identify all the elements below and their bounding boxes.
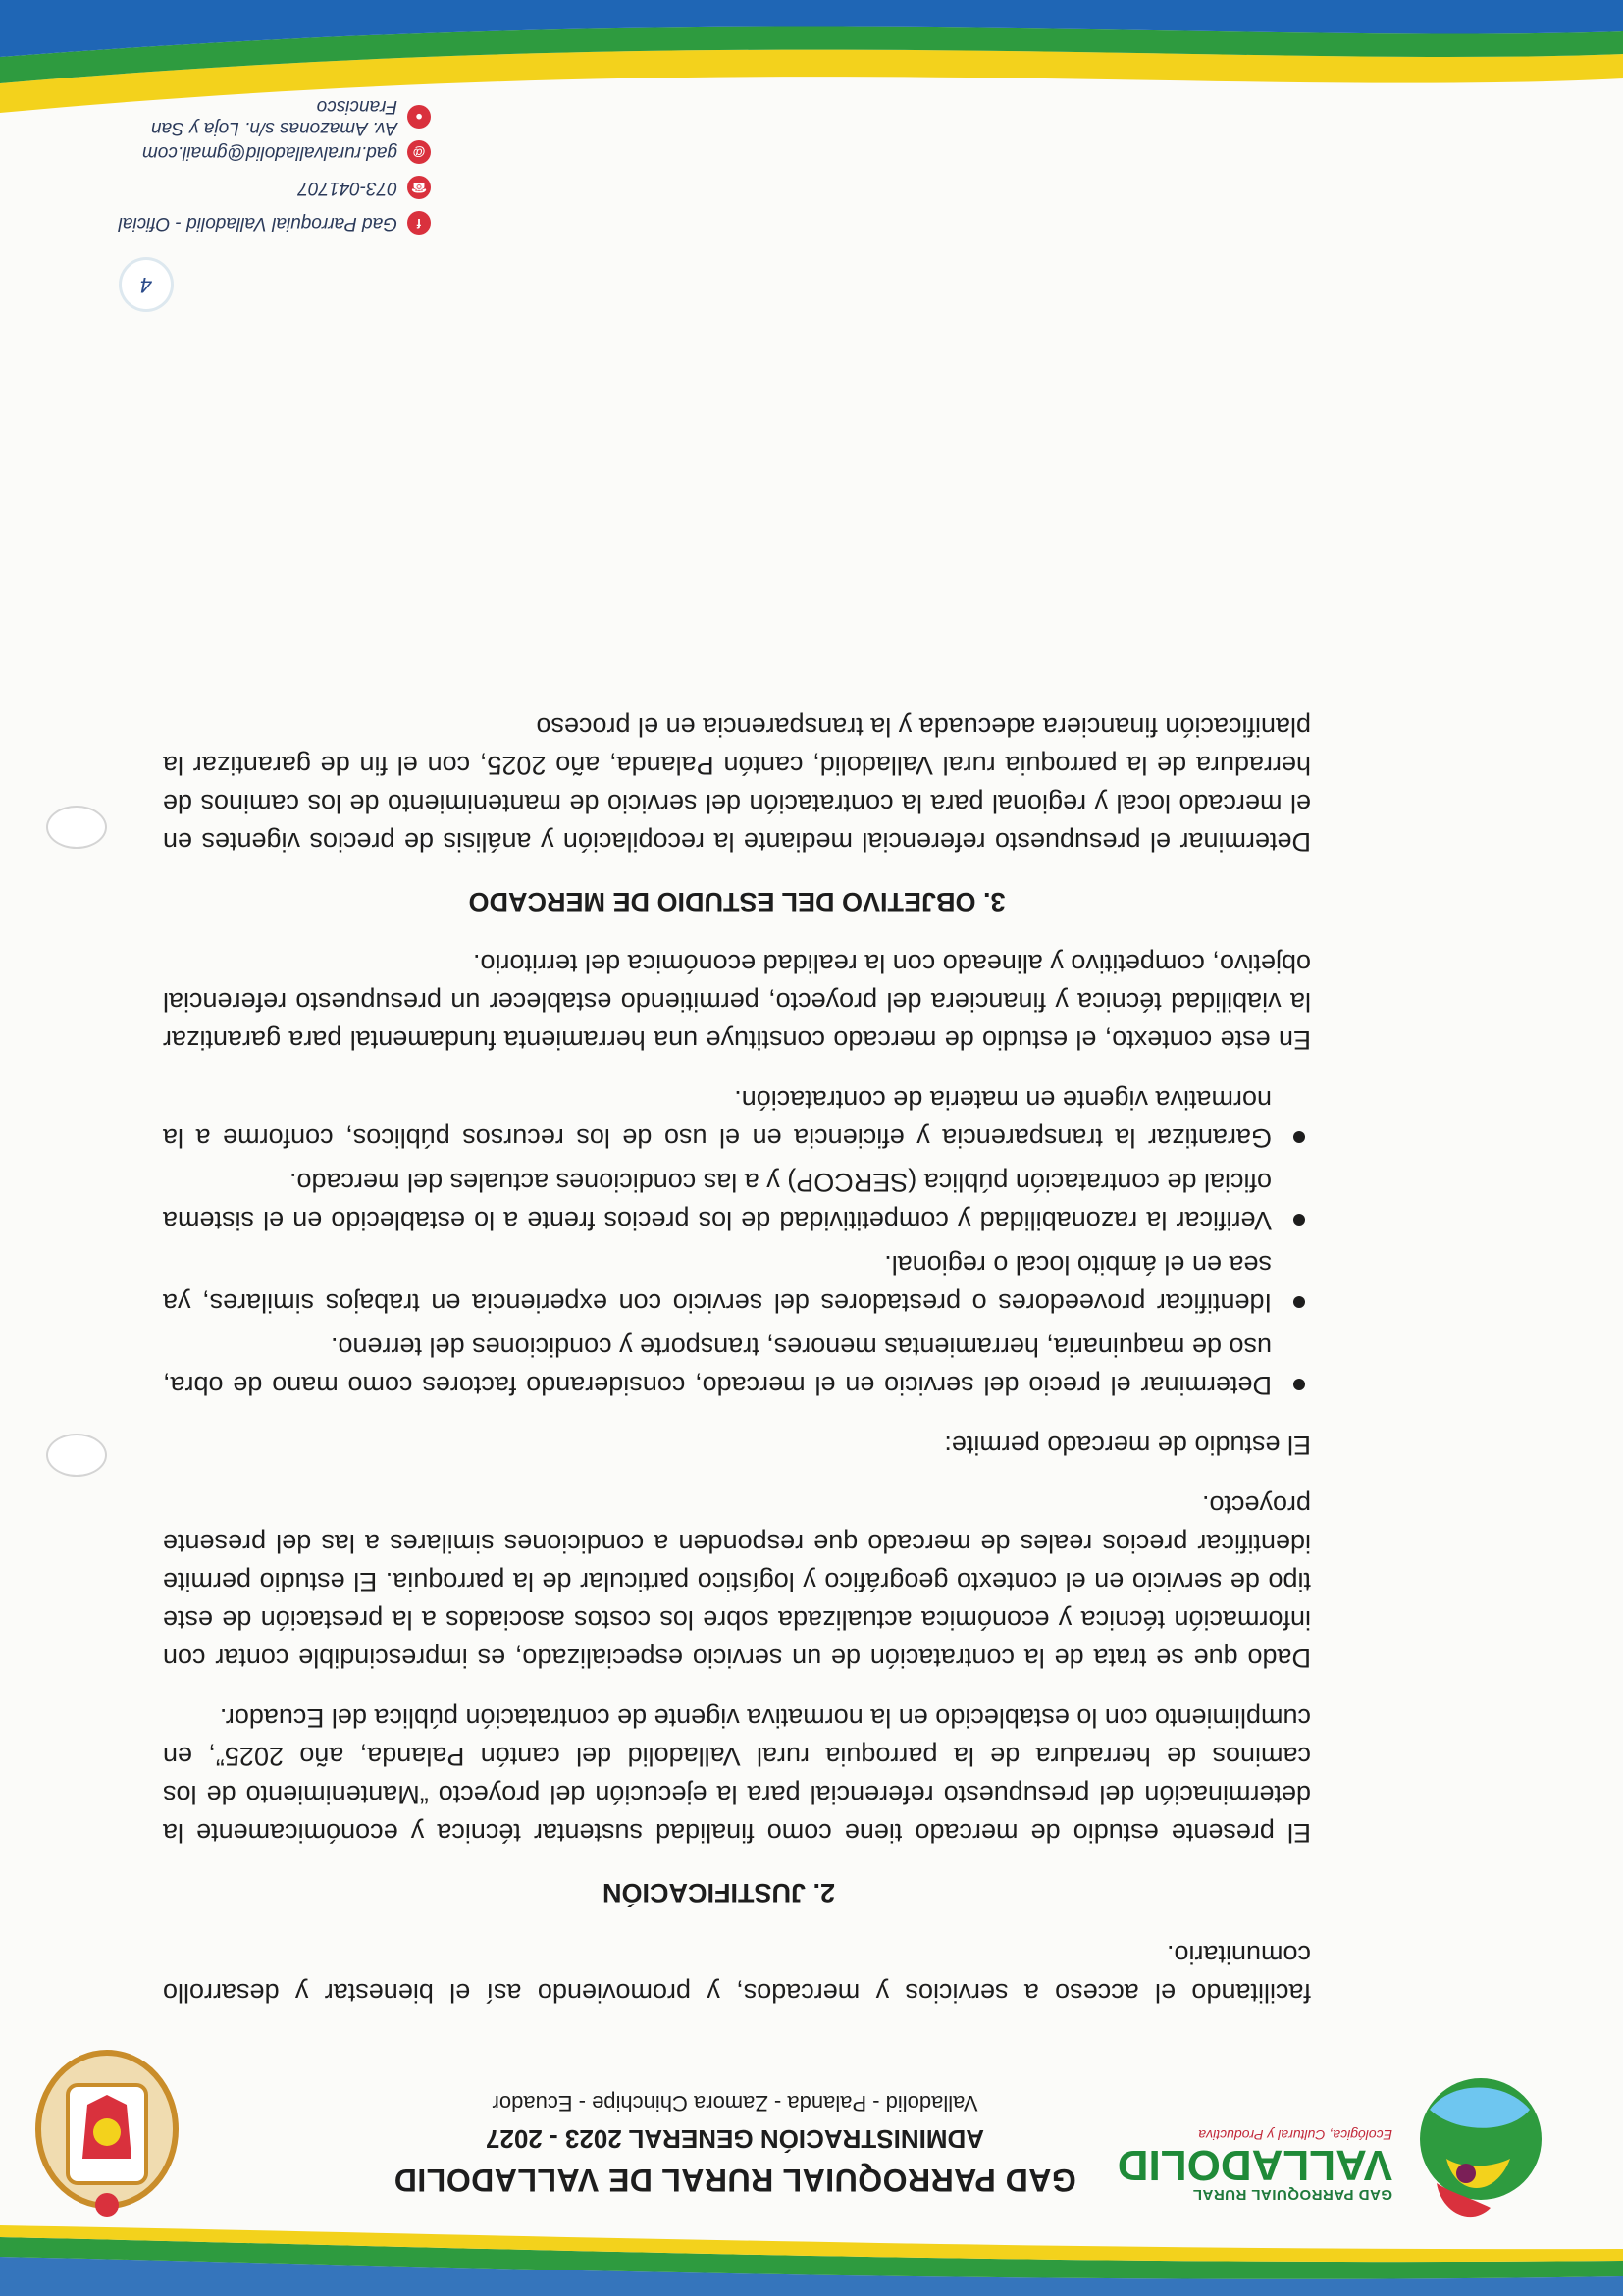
list-item: Identificar proveedores o prestadores del servicio con experiencia en trabajos similares, ya sea en el ámbito local o regional. [163,1245,1311,1322]
punch-hole [46,1434,107,1477]
coat-of-arms-icon [24,2046,190,2222]
list-item: Verificar la razonabilidad y competitividad de los precios frente a lo establecido en el sistema oficial de contratación pública (SERCOP) y a las condiciones actuales del mercado. [163,1163,1311,1239]
contact-info [107,96,431,240]
paragraph: Determinar el presupuesto referencial mediante la recopilación y análisis de precios vigentes en el mercado local y regional para la contratación del servicio de mantenimiento de los caminos de herradura de la parroquia rural Valladolid, cantón Palanda, año 2025, con el fin de garantizar la planificación financiera adecuada y la transparencia en el proceso [163,712,1311,857]
logo-tagline: Ecológica, Cultural y Productiva [1198,2127,1392,2143]
institution-title: GAD PARROQUIAL RURAL DE VALLADOLID [393,2163,1076,2198]
bullet-icon [1293,1379,1305,1390]
valladolid-logo-emblem [1412,2056,1549,2227]
paragraph: En este contexto, el estudio de mercado constituye una herramienta fundamental para garantizar la viabilidad técnica y financiera del proyecto, permitiendo establecer un presupuesto referencial objetivo, competitivo y alineado con la realidad económica del territorio. [163,949,1311,1055]
page-number: 4 [122,260,171,309]
paragraph: El estudio de mercado permite: [944,1431,1311,1460]
contact-text: Av. Amazonas s/n. Loja y San Francisco [150,96,397,138]
punch-hole [46,806,107,849]
paragraph: Dado que se trata de la contratación de un servicio especializado, es imprescindible contar con información técnica y económica actualizada sobre los costos asociados a la prestación de este tipo de servicio en el contexto geográfico y logístico particular de la parroquia. El estudio permite identificar precios reales de mercado que responden a condiciones similares a las del presente proyecto. [163,1490,1311,1673]
contact-facebook[interactable] [107,205,431,240]
logo-name: VALLADOLID [1117,2141,1392,2189]
administration-subtitle: ADMINISTRACIÓN GENERAL 2023 - 2027 [485,2124,985,2154]
section-heading-justificacion: 2. JUSTIFICACIÓN [602,1878,835,1907]
contact-text: Gad Parroquial Valladolid - Oficial [118,213,397,234]
contact-phone[interactable] [107,170,431,205]
bullet-icon [1293,1296,1305,1308]
bullet-icon [1293,1131,1305,1143]
facebook-icon: f [407,211,431,235]
paragraph: El presente estudio de mercado tiene como finalidad sustentar técnica y económicamente la determinación del presupuesto referencial para la ejecución del proyecto “Mantenimiento de los caminos de herradura de la parroquia rural Valladolid del cantón Palanda, año 2025”, en cumplimiento con lo establecido en la normativa vigente de contratación pública del Ecuador. [163,1703,1311,1848]
intro-paragraph: facilitando el acceso a servicios y mercados, y promoviendo así el bienestar y desarrollo comunitario. [163,1940,1311,2008]
bullet-icon [1293,1214,1305,1226]
location-icon: ● [407,105,431,129]
logo-small-text: GAD PARROQUIAL RURAL [1192,2186,1392,2203]
logo-text [1117,2127,1392,2203]
list-item: Determinar el precio del servicio en el mercado, considerando factores como mano de obra, uso de maquinaria, herramientas menores, transporte y condiciones del terreno. [163,1328,1311,1404]
document-body [163,686,1311,2011]
contact-text: 073-041707 [297,178,397,198]
section-heading-objetivo: 3. OBJETIVO DEL ESTUDIO DE MERCADO [468,887,1006,916]
contact-address[interactable] [107,96,431,138]
email-icon: @ [407,140,431,164]
list-item: Garantizar la transparencia y eficiencia en el uso de los recursos públicos, conforme a la normativa vigente en materia de contratación. [163,1080,1311,1157]
location-line: Valladolid - Palanda - Zamora Chinchipe - Ecuador [492,2091,978,2115]
header-title-block [333,2090,1137,2198]
benefits-list [163,1080,1311,1404]
contact-email[interactable] [107,134,431,170]
contact-text: gad.ruralvalladolid@gmail.com [141,142,397,163]
phone-icon: ☎ [407,176,431,199]
